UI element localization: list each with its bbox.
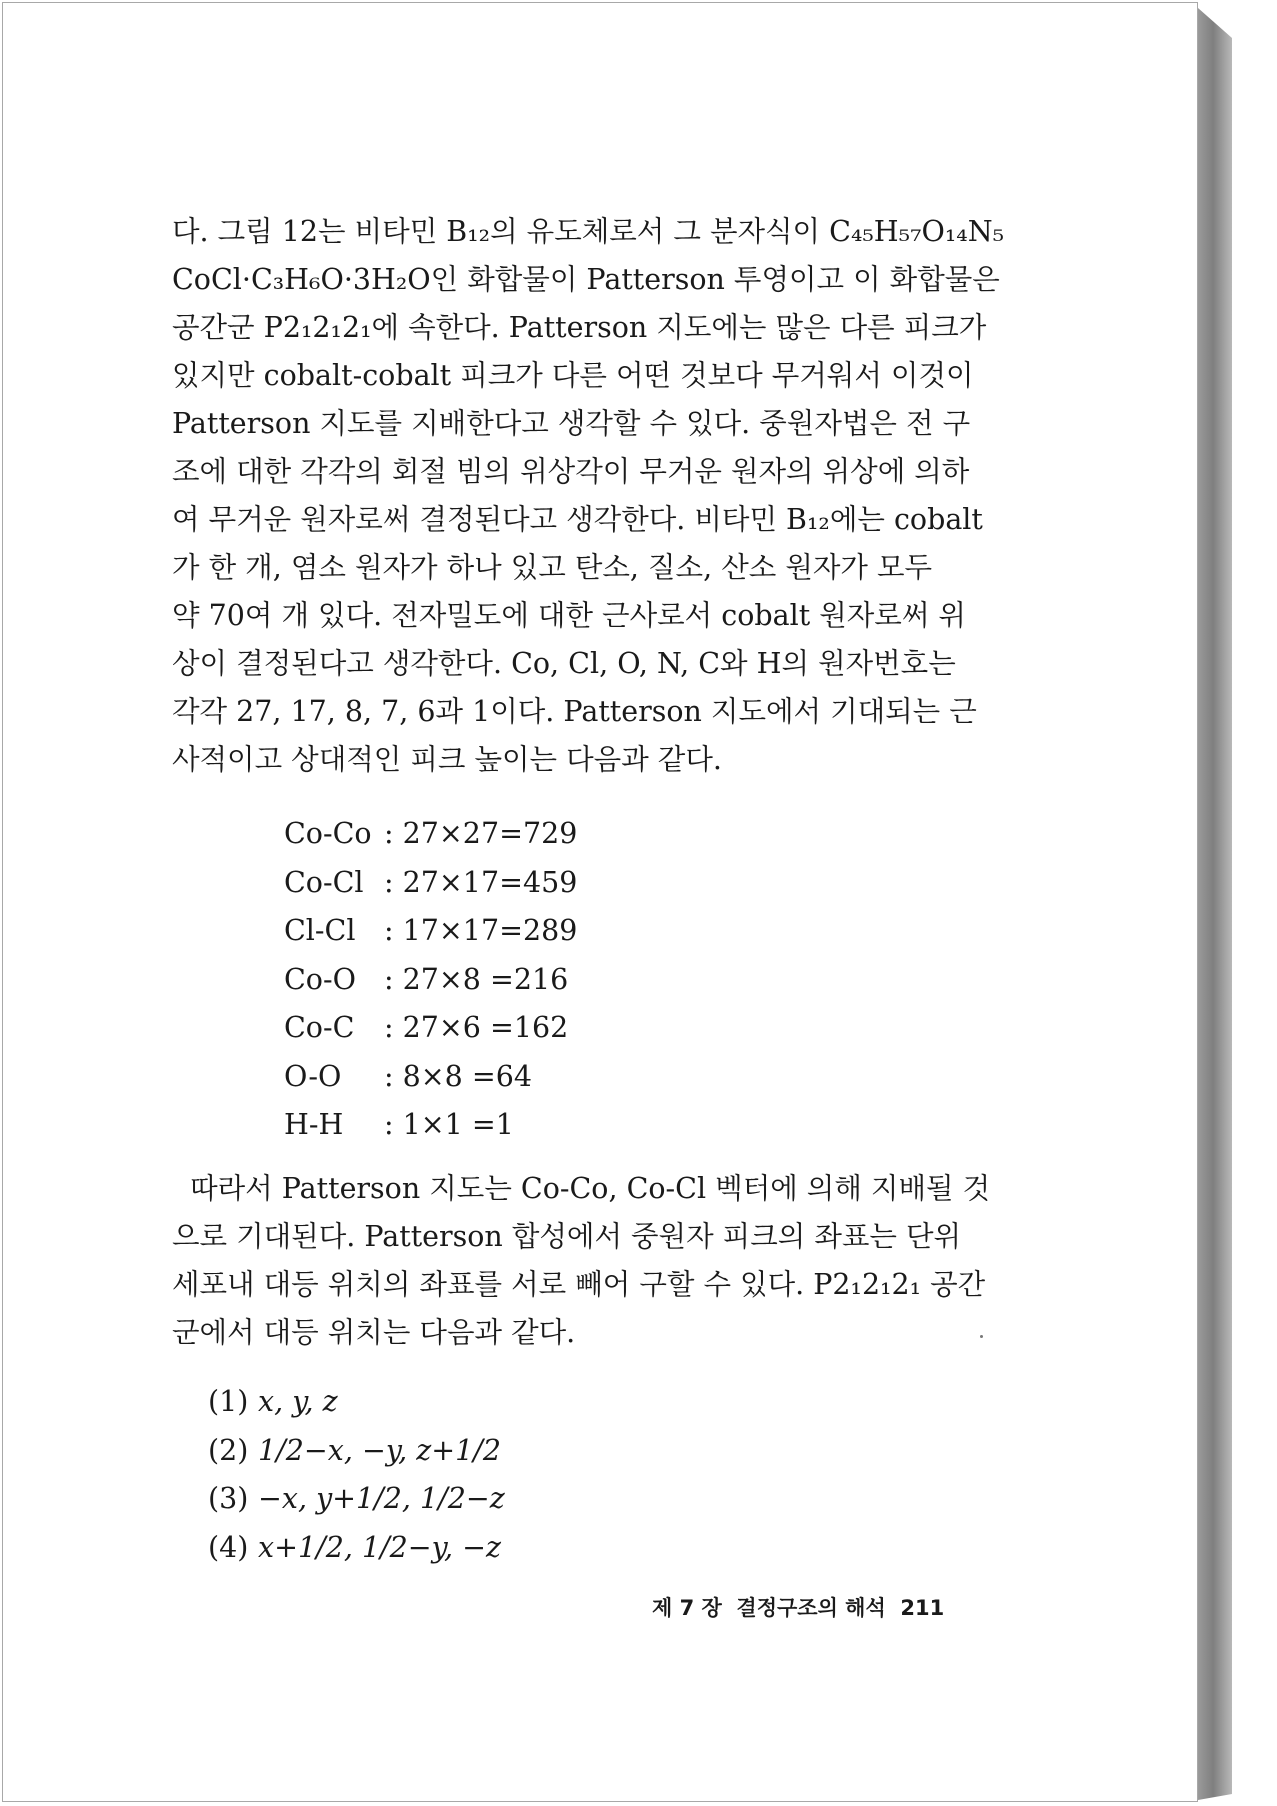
peak-height-expression: : 27×27=729 <box>384 817 578 850</box>
peak-height-row <box>284 810 684 859</box>
paragraph-patterson-intro <box>172 208 1014 784</box>
atom-pair: Co-Co <box>284 817 372 850</box>
peak-height-row <box>284 907 684 956</box>
position-coordinates: 1/2−x, −y, z+1/2 <box>258 1433 502 1467</box>
text-line: Patterson 지도를 지배한다고 생각할 수 있다. 중원자법은 전 구 <box>172 407 971 440</box>
peak-height-expression: : 8×8 =64 <box>384 1059 533 1093</box>
text-line: 조에 대한 각각의 회절 빔의 위상각이 무거운 원자의 위상에 의하 <box>172 455 970 488</box>
running-footer-page-number: 제 7 장 결정구조의 해석 211 <box>652 1596 945 1620</box>
text-line: 공간군 P2₁2₁2₁에 속한다. Patterson 지도에는 많은 다른 피크가 <box>172 311 987 344</box>
page-edge-shadow <box>1198 8 1232 1800</box>
equivalent-position <box>208 1378 708 1427</box>
atom-pair: Co-Cl <box>284 865 364 899</box>
text-line: 각각 27, 17, 8, 7, 6과 1이다. Patterson 지도에서 기대되는 근 <box>172 695 977 728</box>
position-number: (1) <box>208 1385 249 1418</box>
position-number: (4) <box>208 1530 249 1564</box>
peak-height-row <box>284 1004 684 1053</box>
text-line: 약 70여 개 있다. 전자밀도에 대한 근사로서 cobalt 원자로써 위 <box>172 599 966 632</box>
position-coordinates: x+1/2, 1/2−y, −z <box>258 1530 502 1564</box>
equivalent-position <box>208 1475 708 1524</box>
text-line: 여 무거운 원자로써 결정된다고 생각한다. 비타민 B₁₂에는 cobalt <box>172 503 983 536</box>
atom-pair: H-H <box>284 1108 344 1141</box>
position-number: (3) <box>208 1482 249 1515</box>
text-line: 있지만 cobalt-cobalt 피크가 다른 어떤 것보다 무거워서 이것이 <box>172 359 974 392</box>
peak-height-expression: : 27×17=459 <box>384 865 578 899</box>
position-coordinates: x, y, z <box>258 1385 338 1418</box>
peak-height-row <box>284 956 684 1005</box>
peak-height-expression: : 17×17=289 <box>384 914 578 947</box>
peak-height-row <box>284 1053 684 1102</box>
peak-height-row <box>284 1101 684 1150</box>
atom-pair: Co-C <box>284 1011 355 1044</box>
peak-height-row <box>284 859 684 908</box>
paragraph-heavy-atom-vectors <box>172 1165 1014 1357</box>
text-line: 상이 결정된다고 생각한다. Co, Cl, O, N, C와 H의 원자번호는 <box>172 647 956 680</box>
peak-height-expression: : 27×6 =162 <box>384 1011 569 1044</box>
peak-height-expression: : 27×8 =216 <box>384 962 569 996</box>
equivalent-position <box>208 1524 708 1573</box>
text-line: 으로 기대된다. Patterson 합성에서 중원자 피크의 좌표는 단위 <box>172 1220 962 1253</box>
equivalent-positions-list <box>208 1378 708 1572</box>
text-line: 다. 그림 12는 비타민 B₁₂의 유도체로서 그 분자식이 C₄₅H₅₇O₁₄N₅ <box>172 215 1005 248</box>
text-line: 사적이고 상대적인 피크 높이는 다음과 같다. <box>172 743 722 776</box>
atom-pair: Co-O <box>284 962 356 996</box>
position-number: (2) <box>208 1433 249 1467</box>
text-line: 세포내 대등 위치의 좌표를 서로 빼어 구할 수 있다. P2₁2₁2₁ 공간 <box>172 1268 986 1301</box>
equivalent-position <box>208 1427 708 1476</box>
peak-height-expression: : 1×1 =1 <box>384 1108 514 1141</box>
atom-pair: O-O <box>284 1059 342 1093</box>
text-line: CoCl·C₃H₆O·3H₂O인 화합물이 Patterson 투영이고 이 화합물은 <box>172 263 1000 296</box>
position-coordinates: −x, y+1/2, 1/2−z <box>258 1482 505 1515</box>
peak-height-list <box>284 810 684 1150</box>
text-line: 가 한 개, 염소 원자가 하나 있고 탄소, 질소, 산소 원자가 모두 <box>172 551 933 584</box>
atom-pair: Cl-Cl <box>284 914 356 947</box>
text-line: 군에서 대등 위치는 다음과 같다. <box>172 1316 576 1349</box>
text-line: 따라서 Patterson 지도는 Co-Co, Co-Cl 벡터에 의해 지배될 것 <box>172 1172 991 1205</box>
